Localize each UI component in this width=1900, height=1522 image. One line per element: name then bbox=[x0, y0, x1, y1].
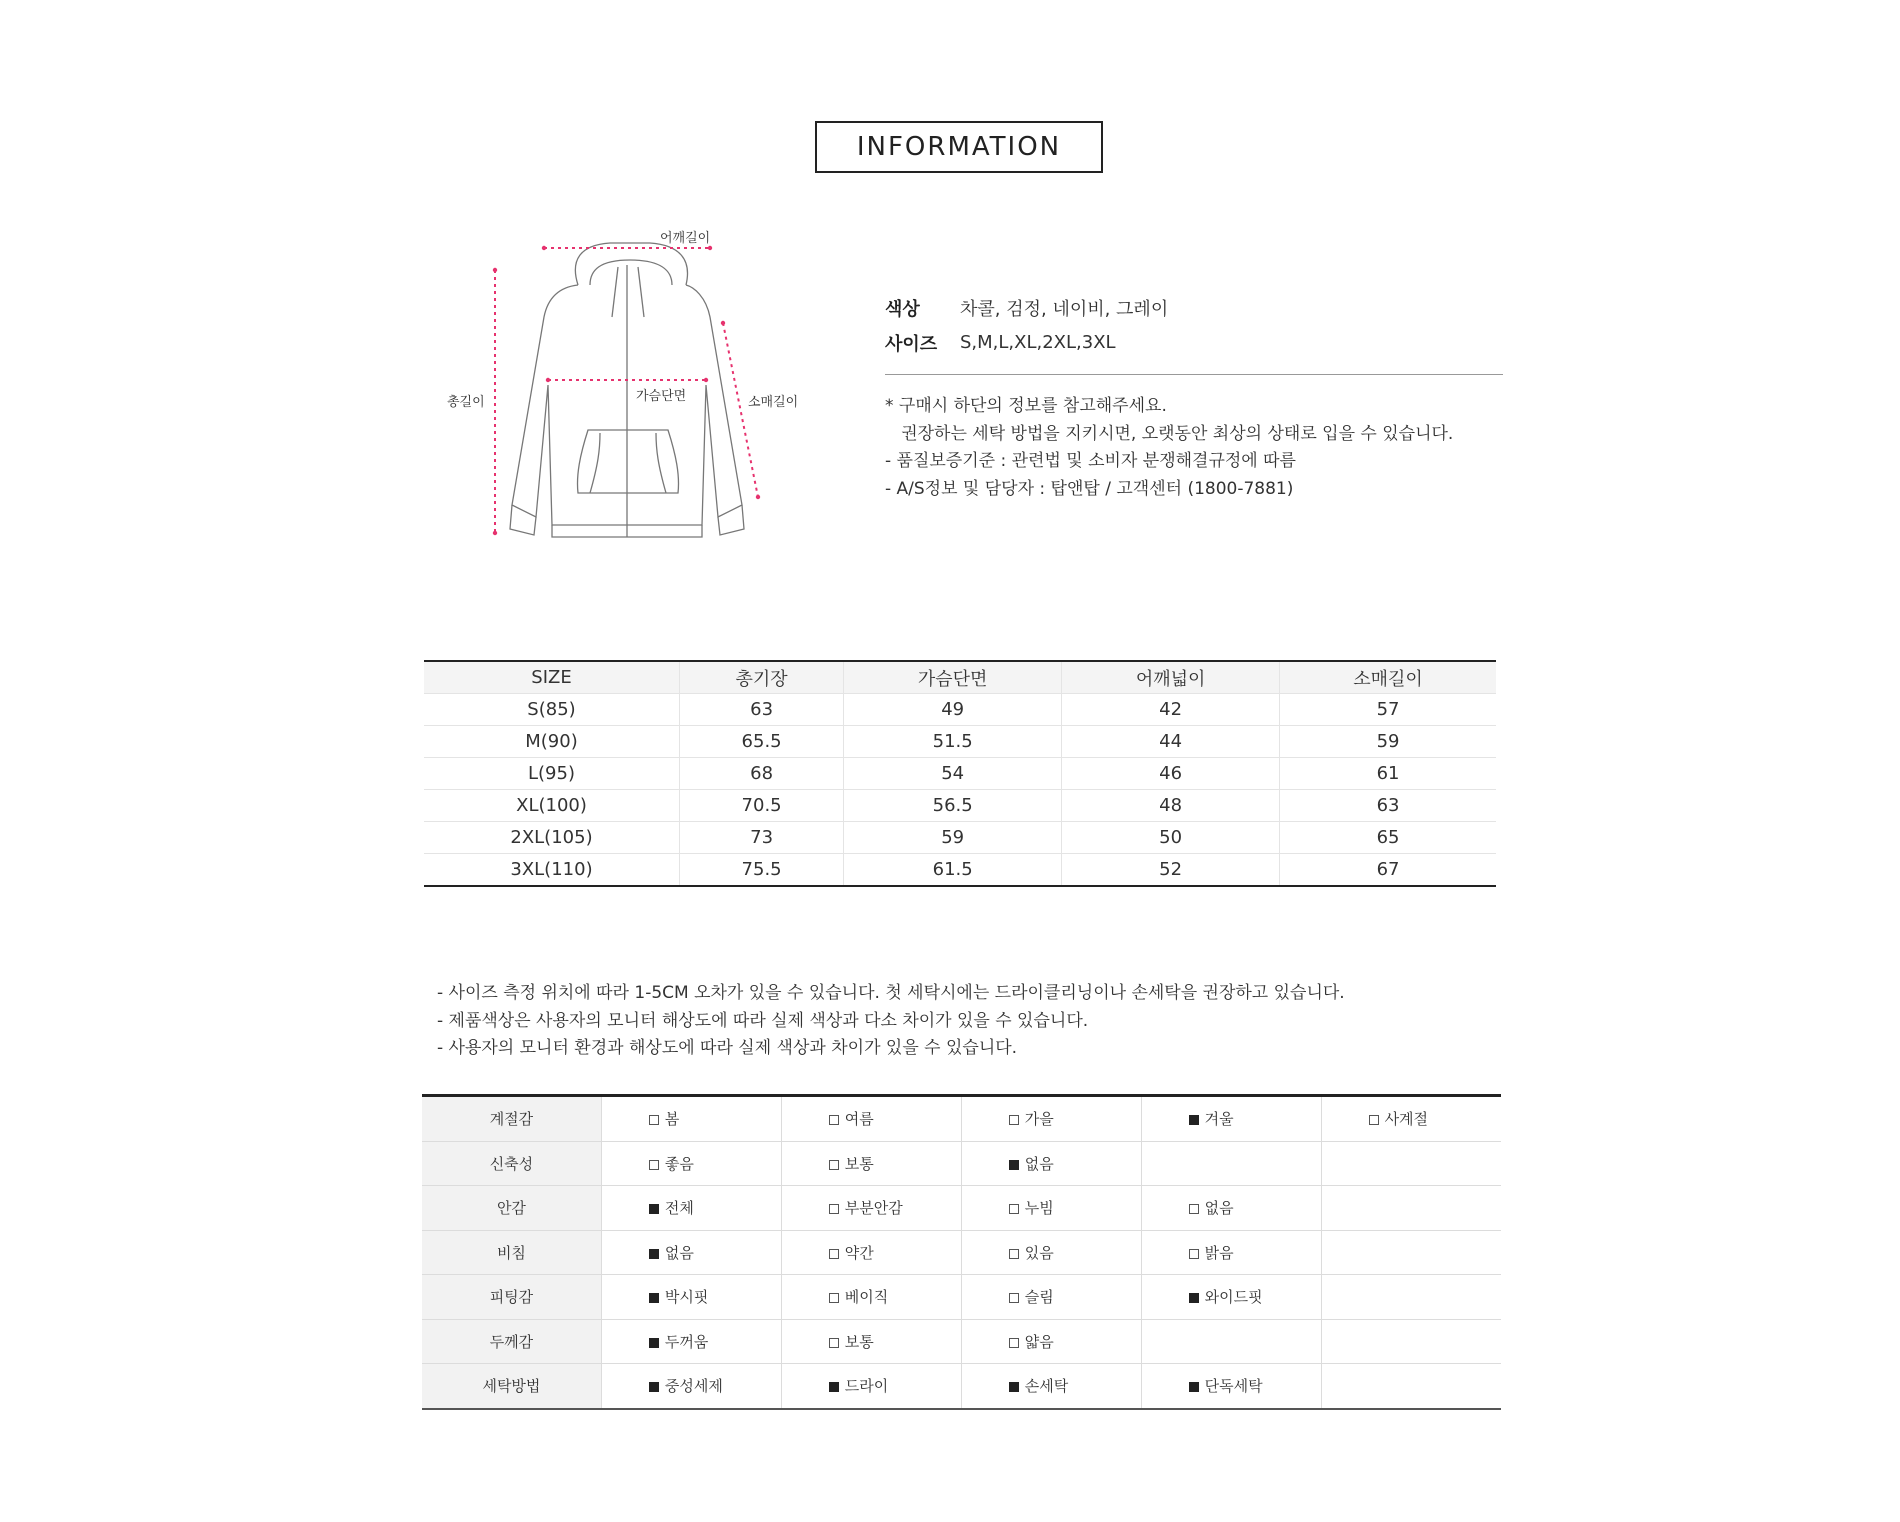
table-cell: 56.5 bbox=[844, 790, 1062, 822]
table-cell: XL(100) bbox=[424, 790, 679, 822]
feature-option-label: 밝음 bbox=[1204, 1243, 1234, 1262]
table-cell: 73 bbox=[679, 822, 843, 854]
feature-option-label: 겨울 bbox=[1204, 1110, 1234, 1129]
feature-option bbox=[781, 1275, 961, 1320]
size-key: 사이즈 bbox=[885, 333, 938, 355]
feature-option bbox=[1141, 1096, 1321, 1142]
feature-option bbox=[781, 1230, 961, 1275]
feature-option-label: 없음 bbox=[1024, 1154, 1054, 1173]
unchecked-square-icon bbox=[829, 1293, 839, 1303]
feature-option-label: 있음 bbox=[1024, 1243, 1054, 1262]
feature-option bbox=[601, 1275, 781, 1320]
shoulder-length-label: 어깨길이 bbox=[660, 231, 711, 246]
feature-option bbox=[781, 1319, 961, 1364]
table-cell: 63 bbox=[679, 694, 843, 726]
feature-option-label: 단독세탁 bbox=[1204, 1377, 1263, 1396]
feature-category: 비침 bbox=[422, 1230, 601, 1275]
feature-option-label: 전체 bbox=[664, 1199, 694, 1218]
table-row bbox=[424, 822, 1496, 854]
feature-option bbox=[1141, 1275, 1321, 1320]
feature-option bbox=[601, 1230, 781, 1275]
sleeve-length-label: 소매길이 bbox=[748, 395, 799, 410]
checked-square-icon bbox=[829, 1382, 839, 1392]
table-cell: 3XL(110) bbox=[424, 854, 679, 887]
chest-width-label: 가슴단면 bbox=[636, 389, 687, 404]
feature-option-label: 와이드핏 bbox=[1204, 1288, 1263, 1307]
unchecked-square-icon bbox=[829, 1115, 839, 1125]
table-cell: M(90) bbox=[424, 726, 679, 758]
checked-square-icon bbox=[1189, 1115, 1199, 1125]
feature-option-label: 중성세제 bbox=[664, 1377, 723, 1396]
unchecked-square-icon bbox=[1009, 1338, 1019, 1348]
feature-row bbox=[422, 1186, 1501, 1231]
column-header: 총기장 bbox=[679, 661, 843, 694]
unchecked-square-icon bbox=[1369, 1115, 1379, 1125]
table-cell: 68 bbox=[679, 758, 843, 790]
table-cell: 57 bbox=[1280, 694, 1496, 726]
size-note: - 사이즈 측정 위치에 따라 1-5CM 오차가 있을 수 있습니다. 첫 세탁시에는 드라이클리닝이나 손세탁을 권장하고 있습니다. bbox=[437, 983, 1345, 1003]
table-cell: 48 bbox=[1062, 790, 1280, 822]
feature-option-label: 약간 bbox=[844, 1243, 874, 1262]
table-cell: 59 bbox=[1280, 726, 1496, 758]
feature-category: 피팅감 bbox=[422, 1275, 601, 1320]
table-cell: 63 bbox=[1280, 790, 1496, 822]
checked-square-icon bbox=[649, 1382, 659, 1392]
feature-option-label: 드라이 bbox=[844, 1377, 889, 1396]
unchecked-square-icon bbox=[1189, 1249, 1199, 1259]
feature-option bbox=[961, 1096, 1141, 1142]
feature-option bbox=[601, 1319, 781, 1364]
checked-square-icon bbox=[649, 1249, 659, 1259]
column-header: 어깨넓이 bbox=[1062, 661, 1280, 694]
feature-option-label: 박시핏 bbox=[664, 1288, 709, 1307]
table-cell: 46 bbox=[1062, 758, 1280, 790]
feature-option bbox=[961, 1186, 1141, 1231]
feature-row bbox=[422, 1275, 1501, 1320]
feature-option bbox=[961, 1275, 1141, 1320]
feature-option bbox=[1141, 1230, 1321, 1275]
feature-option bbox=[781, 1364, 961, 1409]
feature-category: 세탁방법 bbox=[422, 1364, 601, 1409]
page-title: INFORMATION bbox=[815, 121, 1103, 173]
unchecked-square-icon bbox=[829, 1160, 839, 1170]
checked-square-icon bbox=[649, 1293, 659, 1303]
feature-option bbox=[601, 1364, 781, 1409]
empty-cell bbox=[1321, 1364, 1501, 1409]
color-key: 색상 bbox=[885, 298, 920, 320]
feature-row bbox=[422, 1141, 1501, 1186]
feature-option-label: 없음 bbox=[1204, 1199, 1234, 1218]
unchecked-square-icon bbox=[1189, 1204, 1199, 1214]
table-cell: 67 bbox=[1280, 854, 1496, 887]
feature-row bbox=[422, 1319, 1501, 1364]
feature-option bbox=[601, 1141, 781, 1186]
table-cell: 51.5 bbox=[844, 726, 1062, 758]
checked-square-icon bbox=[1009, 1382, 1019, 1392]
feature-category: 신축성 bbox=[422, 1141, 601, 1186]
table-cell: 65.5 bbox=[679, 726, 843, 758]
unchecked-square-icon bbox=[1009, 1204, 1019, 1214]
unchecked-square-icon bbox=[829, 1204, 839, 1214]
feature-option-label: 손세탁 bbox=[1024, 1377, 1069, 1396]
size-note: - 사용자의 모니터 환경과 해상도에 따라 실제 색상과 차이가 있을 수 있습니다. bbox=[437, 1038, 1018, 1058]
feature-option-label: 보통 bbox=[844, 1154, 874, 1173]
feature-option bbox=[961, 1230, 1141, 1275]
empty-cell bbox=[1321, 1230, 1501, 1275]
feature-option bbox=[781, 1186, 961, 1231]
table-cell: 52 bbox=[1062, 854, 1280, 887]
checked-square-icon bbox=[1189, 1382, 1199, 1392]
feature-category: 계절감 bbox=[422, 1096, 601, 1142]
size-row bbox=[885, 325, 1503, 360]
empty-cell bbox=[1321, 1141, 1501, 1186]
empty-cell bbox=[1141, 1141, 1321, 1186]
feature-option bbox=[1321, 1096, 1501, 1142]
checked-square-icon bbox=[649, 1338, 659, 1348]
feature-option-label: 좋음 bbox=[664, 1154, 694, 1173]
table-cell: 2XL(105) bbox=[424, 822, 679, 854]
table-row bbox=[424, 726, 1496, 758]
unchecked-square-icon bbox=[1009, 1115, 1019, 1125]
feature-option bbox=[961, 1364, 1141, 1409]
table-cell: 50 bbox=[1062, 822, 1280, 854]
table-cell: 44 bbox=[1062, 726, 1280, 758]
feature-row bbox=[422, 1364, 1501, 1409]
feature-category: 두께감 bbox=[422, 1319, 601, 1364]
feature-option-label: 슬림 bbox=[1024, 1288, 1054, 1307]
info-note: - A/S정보 및 담당자 : 탑앤탑 / 고객센터 (1800-7881) bbox=[885, 478, 1294, 499]
feature-option bbox=[601, 1096, 781, 1142]
table-row bbox=[424, 758, 1496, 790]
unchecked-square-icon bbox=[1009, 1249, 1019, 1259]
feature-option-label: 보통 bbox=[844, 1332, 874, 1351]
feature-option bbox=[961, 1141, 1141, 1186]
size-table-header bbox=[424, 661, 1496, 694]
product-info bbox=[885, 290, 1503, 503]
feature-option-label: 얇음 bbox=[1024, 1332, 1054, 1351]
info-note: - 품질보증기준 : 관련법 및 소비자 분쟁해결규정에 따름 bbox=[885, 451, 1296, 471]
empty-cell bbox=[1141, 1319, 1321, 1364]
total-length-label: 총길이 bbox=[447, 395, 485, 410]
column-header: SIZE bbox=[424, 661, 679, 694]
feature-option-label: 봄 bbox=[664, 1110, 680, 1129]
size-note: - 제품색상은 사용자의 모니터 해상도에 따라 실제 색상과 다소 차이가 있을 수 있습니다. bbox=[437, 1010, 1089, 1031]
product-features-table bbox=[422, 1094, 1501, 1410]
feature-option-label: 두꺼움 bbox=[664, 1332, 709, 1351]
checked-square-icon bbox=[649, 1204, 659, 1214]
table-cell: 61.5 bbox=[844, 854, 1062, 887]
unchecked-square-icon bbox=[649, 1160, 659, 1170]
info-note: * 구매시 하단의 정보를 참고해주세요. bbox=[885, 396, 1167, 416]
feature-option-label: 여름 bbox=[844, 1110, 874, 1129]
unchecked-square-icon bbox=[829, 1338, 839, 1348]
feature-option bbox=[601, 1186, 781, 1231]
table-cell: 54 bbox=[844, 758, 1062, 790]
info-note: 권장하는 세탁 방법을 지키시면, 오랫동안 최상의 상태로 입을 수 있습니다. bbox=[885, 423, 1454, 444]
unchecked-square-icon bbox=[1009, 1293, 1019, 1303]
table-cell: 65 bbox=[1280, 822, 1496, 854]
feature-option-label: 사계절 bbox=[1384, 1110, 1429, 1129]
empty-cell bbox=[1321, 1319, 1501, 1364]
feature-row bbox=[422, 1230, 1501, 1275]
feature-option bbox=[781, 1141, 961, 1186]
feature-option bbox=[961, 1319, 1141, 1364]
feature-option bbox=[1141, 1186, 1321, 1231]
column-header: 가슴단면 bbox=[844, 661, 1062, 694]
column-header: 소매길이 bbox=[1280, 661, 1496, 694]
feature-category: 안감 bbox=[422, 1186, 601, 1231]
table-cell: 61 bbox=[1280, 758, 1496, 790]
size-notes bbox=[437, 980, 1345, 1063]
table-row bbox=[424, 694, 1496, 726]
feature-option bbox=[1141, 1364, 1321, 1409]
table-row bbox=[424, 790, 1496, 822]
hoodie-measurement-diagram bbox=[440, 225, 820, 545]
unchecked-square-icon bbox=[829, 1249, 839, 1259]
feature-option bbox=[781, 1096, 961, 1142]
size-value: S,M,L,XL,2XL,3XL bbox=[960, 332, 1116, 353]
feature-row bbox=[422, 1096, 1501, 1142]
empty-cell bbox=[1321, 1186, 1501, 1231]
empty-cell bbox=[1321, 1275, 1501, 1320]
color-row bbox=[885, 290, 1503, 325]
size-table bbox=[424, 660, 1496, 887]
info-divider bbox=[885, 374, 1503, 375]
feature-option-label: 가을 bbox=[1024, 1110, 1054, 1129]
feature-option-label: 베이직 bbox=[844, 1288, 889, 1307]
color-value: 차콜, 검정, 네이비, 그레이 bbox=[960, 298, 1169, 320]
checked-square-icon bbox=[1189, 1293, 1199, 1303]
unchecked-square-icon bbox=[649, 1115, 659, 1125]
hoodie-illustration bbox=[440, 225, 820, 545]
feature-option-label: 부분안감 bbox=[844, 1199, 903, 1218]
table-cell: 49 bbox=[844, 694, 1062, 726]
table-row bbox=[424, 854, 1496, 887]
table-cell: L(95) bbox=[424, 758, 679, 790]
feature-option-label: 누빔 bbox=[1024, 1199, 1054, 1218]
table-cell: 70.5 bbox=[679, 790, 843, 822]
table-cell: 59 bbox=[844, 822, 1062, 854]
table-cell: 75.5 bbox=[679, 854, 843, 887]
feature-option-label: 없음 bbox=[664, 1243, 694, 1262]
table-cell: S(85) bbox=[424, 694, 679, 726]
checked-square-icon bbox=[1009, 1160, 1019, 1170]
table-cell: 42 bbox=[1062, 694, 1280, 726]
